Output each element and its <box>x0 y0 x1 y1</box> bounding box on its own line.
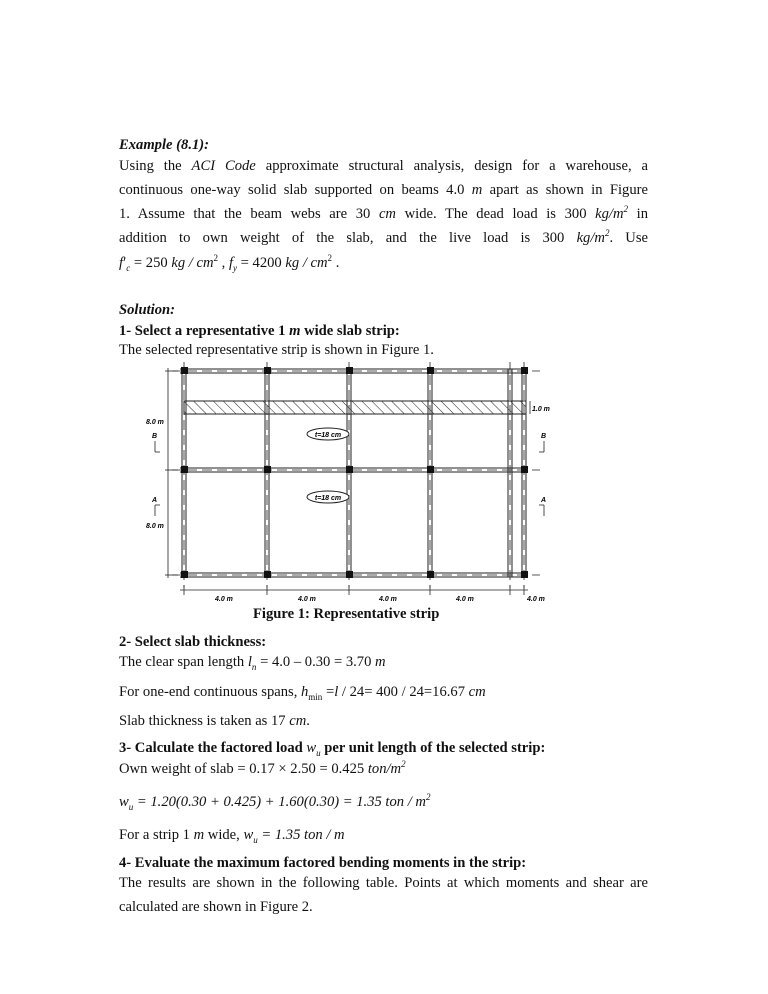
bottom-dimension-3: 4.0 m <box>379 596 397 603</box>
own-weight-line: Own weight of slab = 0.17 × 2.50 = 0.425 ton/$m^2$ <box>119 759 406 777</box>
section-a-left: A <box>152 497 158 504</box>
example-line-4: addition to own weight of the slab, and the live load is 300 $kg/m^2$. Use <box>119 228 649 246</box>
clear-span-line: The clear span length $l_n = 4.0 - 0.30 = 3.70$ m <box>119 654 386 672</box>
material-properties-line: $f'_c = 250$ kg / $cm^2$ , $f_y = 4200$ kg / $cm^2$ . <box>119 253 340 273</box>
bottom-dimension-2: 4.0 m <box>298 596 316 603</box>
example-line-2: continuous one-way solid slab supported on beams 4.0 m apart as shown in Figure <box>119 182 648 198</box>
bottom-dimension-1: 4.0 m <box>215 596 233 603</box>
example-line-3: 1. Assume that the beam webs are 30 cm wide. The dead load is 300 $kg/m^2$ in <box>119 204 648 222</box>
step-3-title: 3- Calculate the factored load $w_u$ per unit length of the selected strip: <box>119 740 546 758</box>
step-4-line-2: calculated are shown in Figure 2. <box>119 899 313 915</box>
thickness-label-bottom: t=18 cm <box>314 495 342 502</box>
representative-strip-hatch <box>184 401 526 414</box>
step-2-title: 2- Select slab thickness: <box>119 634 267 650</box>
section-a-right: A <box>541 497 547 504</box>
bottom-dimension-5: 4.0 m <box>527 596 545 603</box>
left-dimension-bottom: 8.0 m <box>146 523 164 530</box>
thickness-label-top: t=18 cm <box>314 432 342 439</box>
figure-caption: Figure 1: Representative strip <box>253 606 440 622</box>
step-1-text: The selected representative strip is shown in Figure 1. <box>119 342 434 358</box>
section-b-left: B <box>152 433 158 440</box>
strip-load-line: For a strip 1 m wide, $w_u = 1.35$ ton / m <box>119 827 345 845</box>
step-1-title: 1- Select a representative 1 m wide slab strip: <box>119 323 400 339</box>
factored-load-equation: $w_u = 1.20(0.30 + 0.425) + 1.60(0.30) = 1.35$ ton / $m^2$ <box>119 792 431 812</box>
section-b-right: B <box>541 433 547 440</box>
slab-plan-figure <box>138 362 558 610</box>
step-4-title: 4- Evaluate the maximum factored bending moments in the strip: <box>119 855 527 871</box>
solution-heading: Solution: <box>119 302 175 318</box>
left-dimension-top: 8.0 m <box>146 419 164 426</box>
min-thickness-line: For one-end continuous spans, $h_{min} =l / 24= 400 / 24=16.67$ cm <box>119 684 486 702</box>
example-heading: Example (8.1): <box>119 137 209 153</box>
example-line-1: Using the ACI Code approximate structural analysis, design for a warehouse, a <box>119 158 649 174</box>
bottom-dimension-4: 4.0 m <box>456 596 474 603</box>
strip-width-label: 1.0 m <box>532 406 550 413</box>
slab-thickness-line: Slab thickness is taken as 17 cm. <box>119 713 310 729</box>
step-4-line-1: The results are shown in the following table. Points at which moments and shear are <box>119 875 648 891</box>
